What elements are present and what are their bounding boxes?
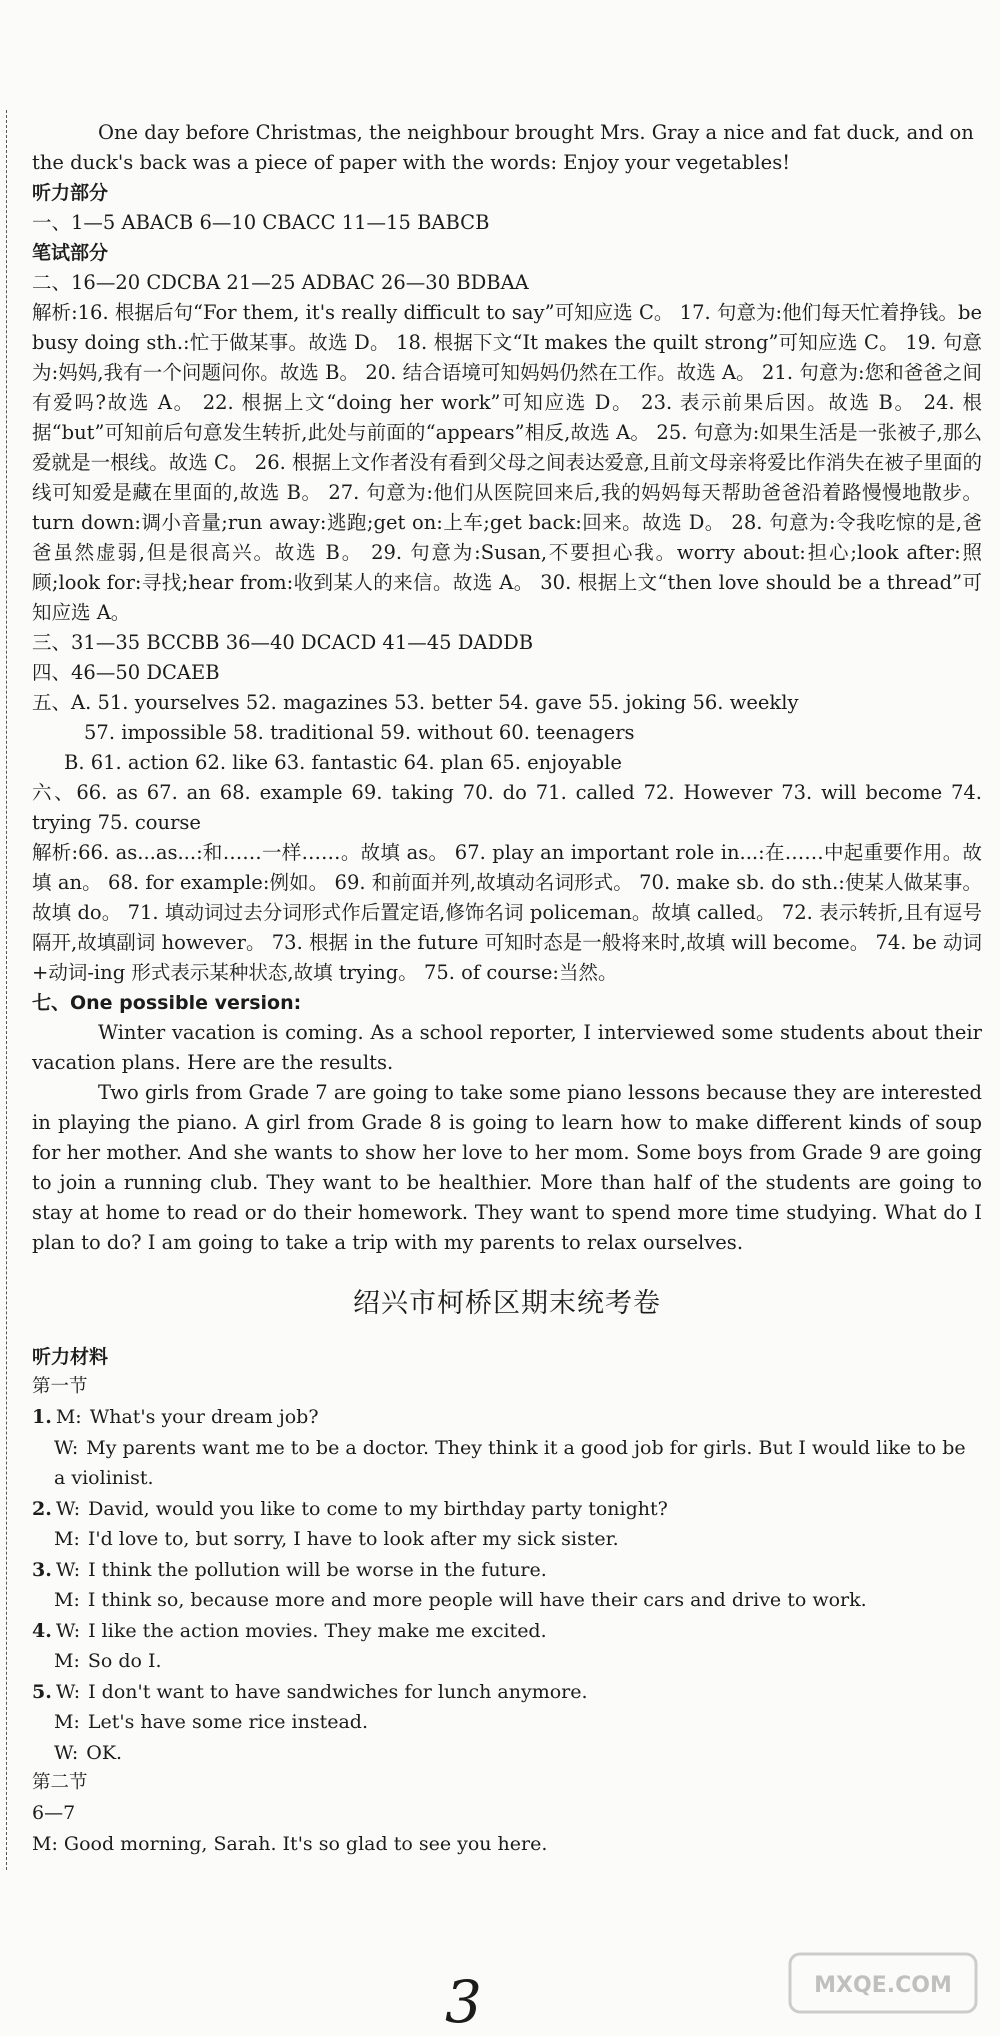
dialog-speaker: M: <box>54 1528 80 1550</box>
dialog-text: OK. <box>86 1741 123 1764</box>
dialog-line <box>32 1616 982 1647</box>
dialog-speaker: W: <box>54 1741 79 1764</box>
dialog-line <box>32 1555 982 1586</box>
svg-text:MXQE.COM: MXQE.COM <box>814 1973 952 1998</box>
answer-key-page <box>32 118 982 1859</box>
dialog-line <box>32 1494 982 1525</box>
dialog-number: 1. <box>32 1406 52 1428</box>
analysis-part-2: 解析:16. 根据后句“For them, it's really difficult to say”可知应选 C。 17. 句意为:他们每天忙着挣钱。be busy doing sth.:忙于做某事。故选 D。 18. 根据下文“It makes the quilt strong”可知应选 C。 19. 句意为:妈妈,我有一个问题问你。故选 B。 20. 结合语境可知妈妈仍然在工作。故选 A。 21. 句意为:您和爸爸之间有爱吗?故选 A。 22. 根据上文“doing her work”可知应选 D。 23. 表示前果后因。故选 B。 24. 根据“but”可知前后句意发生转折,此处与前面的“appears”相反,故选 A。 25. 句意为:如果生活是一张被子,那么爱就是一根线。故选 C。 26. 根据上文作者没有看到父母之间表达爱意,且前文母亲将爱比作消失在被子里面的线可知爱是藏在里面的,故选 B。 27. 句意为:他们从医院回来后,我的妈妈每天帮助爸爸沿着路慢慢地散步。turn down:调小音量;run away:逃跑;get on:上车;get back:回来。故选 D。 28. 句意为:令我吃惊的是,爸爸虽然虚弱,但是很高兴。故选 B。 29. 句意为:Susan,不要担心我。worry about:担心;look after:照顾;look for:寻找;hear from:收到某人的来信。故选 A。 30. 根据上文“then love should be a thread”可知应选 A。 <box>32 301 982 624</box>
answers-part-5a-line-1: 五、A. 51. yourselves 52. magazines 53. better 54. gave 55. joking 56. weekly <box>32 691 799 714</box>
part-1-label: 第一节 <box>32 1376 88 1397</box>
dialog-text: What's your dream job? <box>89 1406 319 1428</box>
dialog-line <box>32 1707 982 1738</box>
dialog-number: 2. <box>32 1497 52 1520</box>
reading-text-line-2: the duck's back was a piece of paper with the words: Enjoy your vegetables! <box>32 151 791 174</box>
answers-part-5b: B. 61. action 62. like 63. fantastic 64. plan 65. enjoyable <box>64 751 622 774</box>
dialog-speaker: M: <box>54 1711 80 1733</box>
dialog-line <box>32 1646 982 1677</box>
dialog-text: Let's have some rice instead. <box>87 1711 368 1733</box>
essay-paragraph-2: Two girls from Grade 7 are going to take some piano lessons because they are interested in playing the piano. A girl from Grade 8 is going to learn how to make different kinds of soup for her mother. And she wants to show her love to her mom. Some boys from Grade 9 are going to join a running club. They want to be healthier. More than half of the students are going to stay at home to read or do their homework. They want to spend more time studying. What do I plan to do? I am going to take a trip with my parents to relax ourselves. <box>32 1081 982 1254</box>
dialog-speaker: W: <box>55 1497 81 1520</box>
dialog-text: I think so, because more and more people will have their cars and drive to work. <box>87 1589 867 1611</box>
part-2-label: 第二节 <box>32 1772 88 1793</box>
question-range-6-7: 6—7 <box>32 1802 76 1824</box>
answers-part-6: 六、66. as 67. an 68. example 69. taking 70. do 71. called 72. However 73. will become 74. trying 75. course <box>32 781 982 834</box>
dialog-text: I don't want to have sandwiches for lunch anymore. <box>88 1680 588 1703</box>
reading-text-line-1: One day before Christmas, the neighbour brought Mrs. Gray a nice and fat duck, and on <box>98 121 974 144</box>
answers-part-2: 二、16—20 CDCBA 21—25 ADBAC 26—30 BDBAA <box>32 271 529 294</box>
section-7-label: 七、One possible version: <box>32 992 302 1014</box>
page-number: 3 <box>445 1968 482 2036</box>
dialog-speaker: W: <box>55 1558 81 1581</box>
dialog-line <box>32 1402 982 1433</box>
dialog-number: 5. <box>32 1680 52 1703</box>
dialog-line <box>32 1738 982 1769</box>
dialog-speaker: W: <box>54 1436 79 1459</box>
dialog-speaker: M: <box>54 1589 80 1611</box>
dialog-line-6-7: M: Good morning, Sarah. It's so glad to see you here. <box>32 1832 548 1855</box>
dialog-line <box>32 1677 982 1708</box>
binding-margin-line <box>6 110 7 1870</box>
dialog-speaker: W: <box>55 1680 81 1703</box>
essay-paragraph-1: Winter vacation is coming. As a school reporter, I interviewed some students about their vacation plans. Here are the results. <box>32 1021 982 1074</box>
dialog-text: I like the action movies. They make me excited. <box>88 1619 547 1642</box>
listening-answers: 一、1—5 ABACB 6—10 CBACC 11—15 BABCB <box>32 211 490 234</box>
listening-material-heading: 听力材料 <box>32 1346 109 1368</box>
dialog-line <box>32 1585 982 1616</box>
dialog-number: 3. <box>32 1558 52 1581</box>
writing-section-heading: 笔试部分 <box>32 242 109 264</box>
dialog-text: My parents want me to be a doctor. They think it a good job for girls. But I would like to be a violinist. <box>54 1436 966 1489</box>
watermark-logo <box>788 1948 978 2018</box>
dialog-text: I'd love to, but sorry, I have to look after my sick sister. <box>87 1528 619 1550</box>
dialog-text: I think the pollution will be worse in the future. <box>88 1558 547 1581</box>
listening-section-heading: 听力部分 <box>32 182 109 204</box>
dialog-speaker: M: <box>54 1650 80 1672</box>
dialog-number: 4. <box>32 1619 52 1642</box>
exam-title: 绍兴市柯桥区期末统考卷 <box>353 1288 661 1319</box>
dialog-text: So do I. <box>87 1650 162 1672</box>
answers-part-5a-line-2: 57. impossible 58. traditional 59. without 60. teenagers <box>84 721 635 744</box>
dialog-list <box>32 1402 982 1768</box>
answers-part-4: 四、46—50 DCAEB <box>32 661 220 684</box>
analysis-part-6: 解析:66. as...as...:和……一样……。故填 as。 67. play an important role in...:在……中起重要作用。故填 an。 68. for example:例如。 69. 和前面并列,故填动名词形式。 70. make sb. do sth.:使某人做某事。故填 do。 71. 填动词过去分词形式作后置定语,修饰名词 policeman。故填 called。 72. 表示转折,且有逗号隔开,故填副词 however。 73. 根据 in the future 可知时态是一般将来时,故填 will become。 74. be 动词+动词-ing 形式表示某种状态,故填 trying。 75. of course:当然。 <box>32 841 982 984</box>
dialog-speaker: W: <box>55 1619 81 1642</box>
dialog-line <box>32 1524 982 1555</box>
answers-part-3: 三、31—35 BCCBB 36—40 DCACD 41—45 DADDB <box>32 631 534 654</box>
dialog-line <box>32 1433 982 1494</box>
dialog-text: David, would you like to come to my birthday party tonight? <box>88 1497 668 1520</box>
dialog-speaker: M: <box>55 1406 82 1428</box>
